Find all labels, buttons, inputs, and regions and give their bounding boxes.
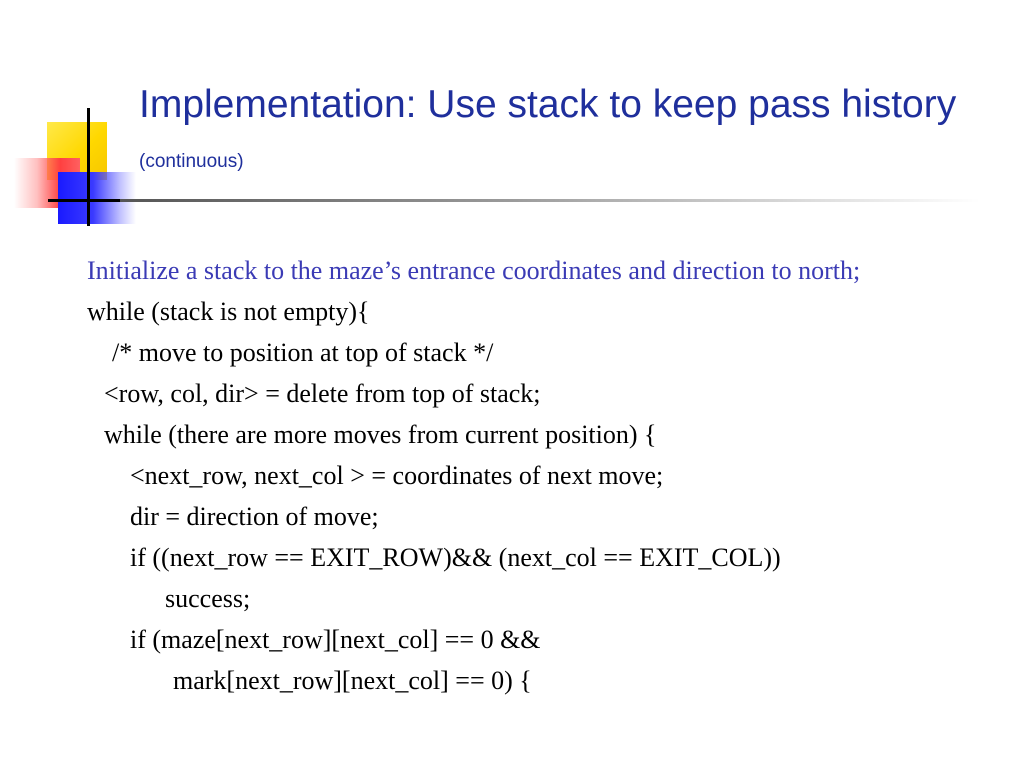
- pseudocode-line: mark[next_row][next_col] == 0) {: [173, 666, 532, 695]
- pseudocode-line: /* move to position at top of stack */: [112, 338, 494, 367]
- pseudocode-line: while (stack is not empty){: [87, 297, 370, 326]
- vertical-line-shape: [87, 108, 90, 226]
- pseudocode-line: <next_row, next_col > = coordinates of next move;: [130, 461, 664, 490]
- slide-logo-decoration: [0, 0, 160, 240]
- pseudocode-line: while (there are more moves from current position) {: [104, 420, 657, 449]
- slide-title-subtitle: (continuous): [139, 151, 244, 172]
- slide-title: [139, 80, 999, 187]
- title-divider: [120, 199, 980, 202]
- slide-title-main: Implementation: Use stack to keep pass history: [139, 83, 957, 126]
- pseudocode-line: if (maze[next_row][next_col] == 0 &&: [130, 625, 541, 654]
- slide-body: [87, 250, 997, 701]
- pseudocode-line: if ((next_row == EXIT_ROW)&& (next_col == EXIT_COL)): [130, 543, 781, 572]
- blue-square-shape: [58, 172, 136, 224]
- pseudocode-line: dir = direction of move;: [130, 502, 379, 531]
- pseudocode-line: success;: [165, 584, 251, 613]
- pseudocode-line: <row, col, dir> = delete from top of stack;: [104, 379, 541, 408]
- pseudocode-intro: Initialize a stack to the maze’s entrance coordinates and direction to north;: [87, 256, 861, 285]
